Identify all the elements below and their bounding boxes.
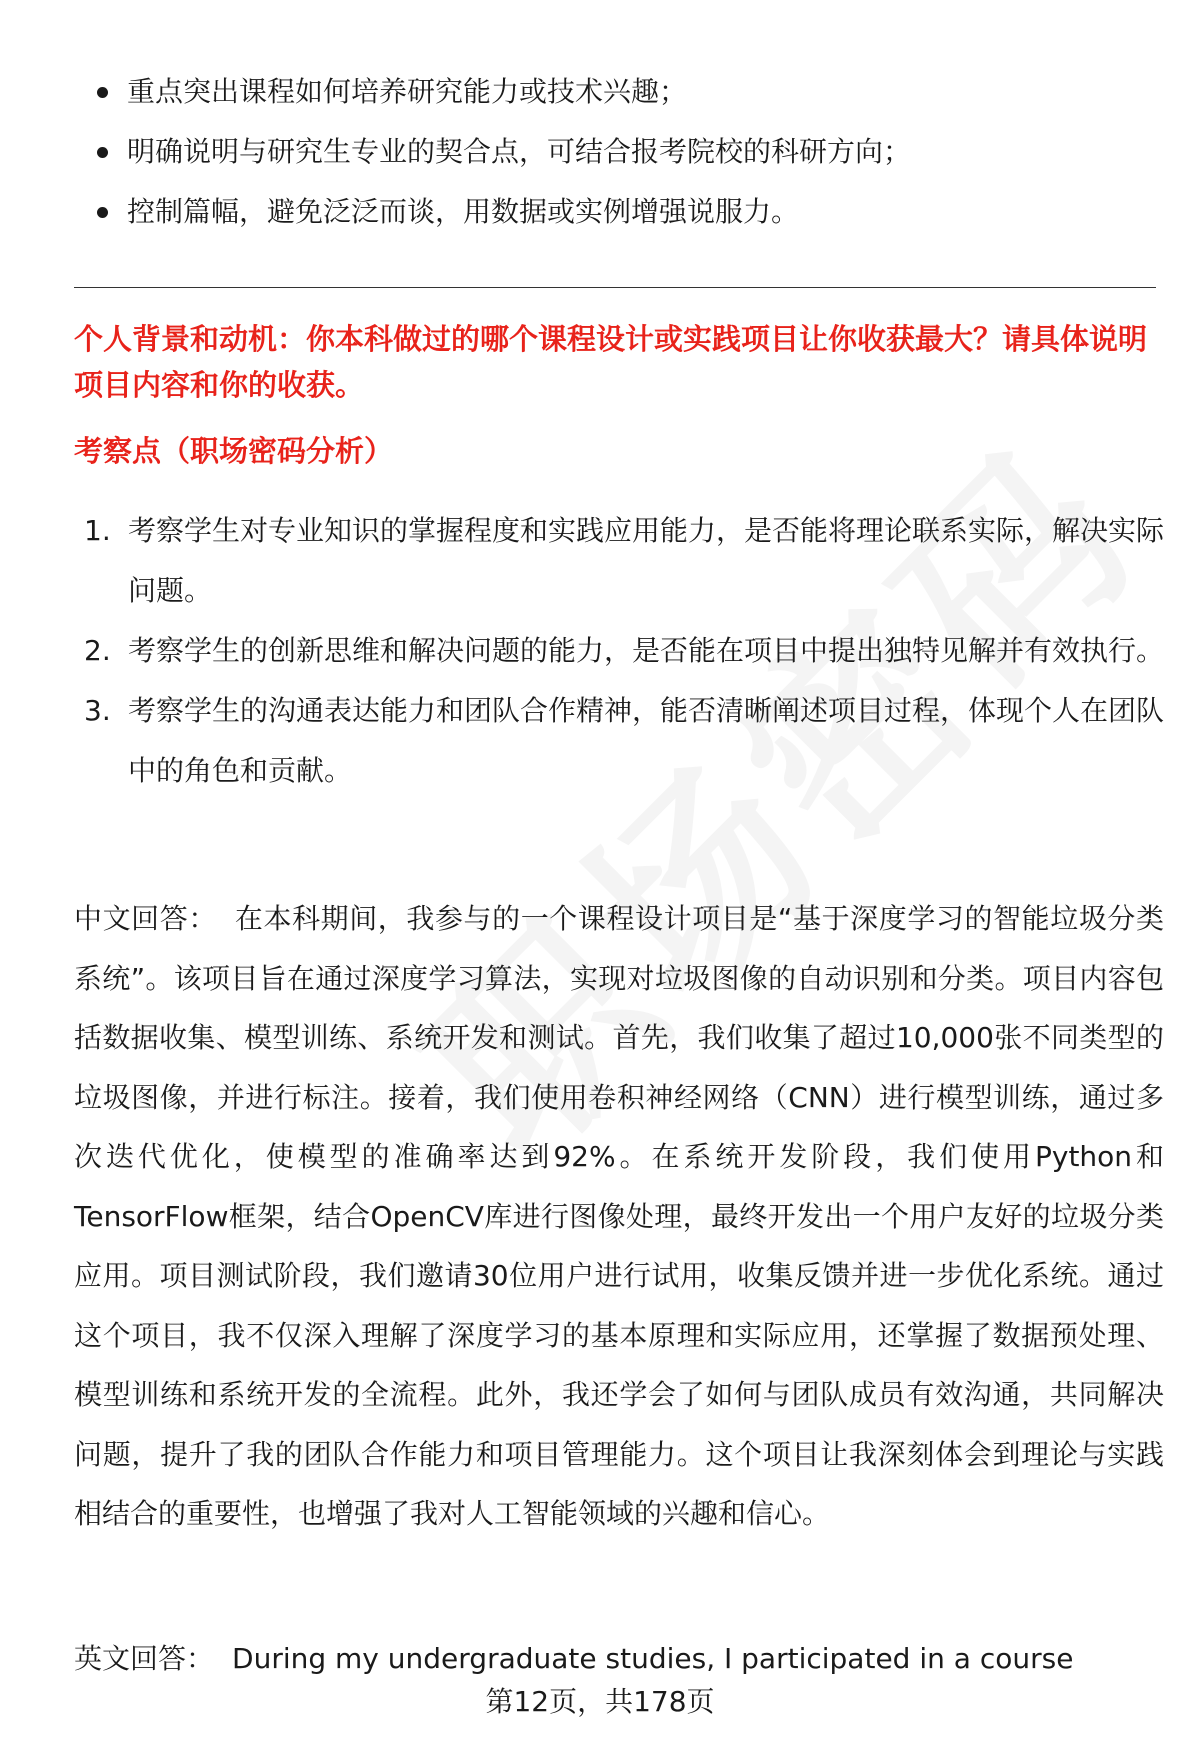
- list-number: 1.: [84, 514, 111, 547]
- section-divider: [74, 287, 1156, 288]
- list-item-text: 明确说明与研究生专业的契合点，可结合报考院校的科研方向；: [127, 135, 912, 168]
- list-item-text: 考察学生的沟通表达能力和团队合作精神，能否清晰阐述项目过程，体现个人在团队中的角色和贡献。: [128, 694, 1165, 787]
- list-item-text: 重点突出课程如何培养研究能力或技术兴趣；: [127, 75, 688, 108]
- list-item: [74, 621, 1164, 681]
- list-item: [97, 182, 1157, 242]
- chinese-answer-label: 中文回答：: [74, 902, 217, 935]
- question-heading: 个人背景和动机：你本科做过的哪个课程设计或实践项目让你收获最大？请具体说明项目内容和你的收获。: [74, 322, 1148, 402]
- bullet-dot-icon: [97, 87, 108, 98]
- list-item-text: 考察学生的创新思维和解决问题的能力，是否能在项目中提出独特见解并有效执行。: [128, 634, 1165, 667]
- list-item: [74, 501, 1164, 621]
- page-number: 第12页，共178页: [485, 1685, 715, 1718]
- list-item: [97, 122, 1157, 182]
- english-answer-label: 英文回答：: [74, 1642, 215, 1675]
- tips-list: [97, 62, 1157, 242]
- list-number: 2.: [84, 634, 111, 667]
- english-answer-text: During my undergraduate studies, I participated in a course: [232, 1642, 1074, 1675]
- list-item: [74, 681, 1164, 801]
- bullet-dot-icon: [97, 147, 108, 158]
- bullet-dot-icon: [97, 207, 108, 218]
- english-answer: [74, 1629, 1164, 1688]
- evaluation-points-list: [74, 501, 1164, 801]
- chinese-answer-text: 在本科期间，我参与的一个课程设计项目是“基于深度学习的智能垃圾分类系统”。该项目旨在通过深度学习算法，实现对垃圾图像的自动识别和分类。项目内容包括数据收集、模型训练、系统开发和测试。首先，我们收集了超过10,000张不同类型的垃圾图像，并进行标注。接着，我们使用卷积神经网络（CNN）进行模型训练，通过多次迭代优化，使模型的准确率达到92%。在系统开发阶段，我们使用Python和TensorFlow框架，结合OpenCV库进行图像处理，最终开发出一个用户友好的垃圾分类应用。项目测试阶段，我们邀请30位用户进行试用，收集反馈并进一步优化系统。通过这个项目，我不仅深入理解了深度学习的基本原理和实际应用，还掌握了数据预处理、模型训练和系统开发的全流程。此外，我还学会了如何与团队成员有效沟通，共同解决问题，提升了我的团队合作能力和项目管理能力。这个项目让我深刻体会到理论与实践相结合的重要性，也增强了我对人工智能领域的兴趣和信心。: [74, 902, 1164, 1530]
- list-item: [97, 62, 1157, 122]
- list-number: 3.: [84, 694, 111, 727]
- section-title: 考察点（职场密码分析）: [74, 434, 394, 468]
- list-item-text: 控制篇幅，避免泛泛而谈，用数据或实例增强说服力。: [127, 195, 800, 228]
- list-item-text: 考察学生对专业知识的掌握程度和实践应用能力，是否能将理论联系实际，解决实际问题。: [128, 514, 1165, 607]
- chinese-answer: [74, 889, 1164, 1544]
